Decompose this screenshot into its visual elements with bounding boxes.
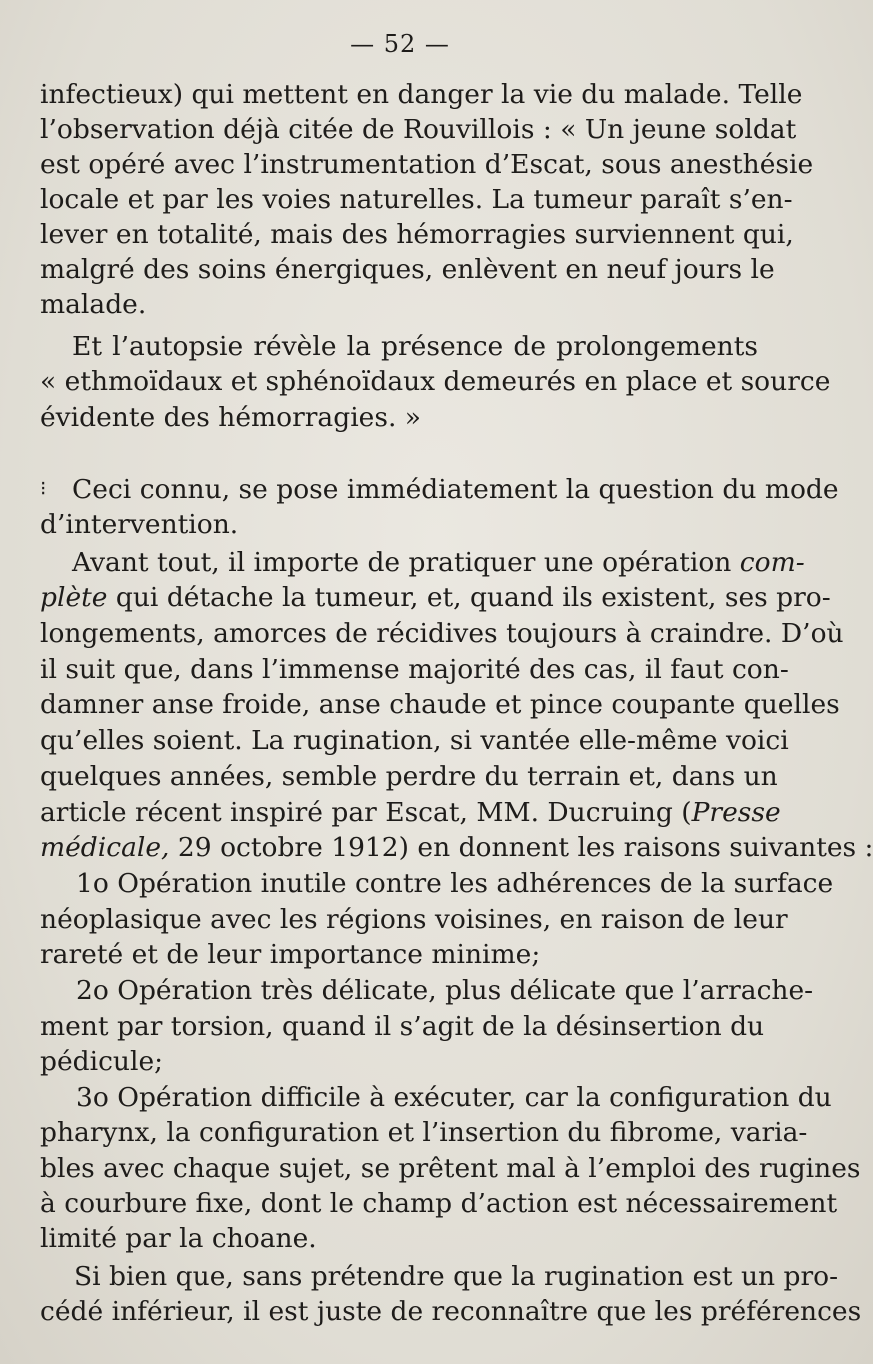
italic-word: com-	[739, 547, 805, 578]
text-line: cédé inférieur, il est juste de reconnaître que les préférences	[40, 1296, 862, 1327]
text-line: évidente des hémorragies. »	[40, 402, 422, 433]
text-line: 3o Opération difficile à exécuter, car la configuration du	[76, 1082, 832, 1113]
text-line: Avant tout, il importe de pratiquer une opération com-	[72, 547, 805, 578]
text-line: à courbure fixe, dont le champ d’action est nécessairement	[40, 1188, 838, 1219]
page-number: — 52 —	[350, 30, 450, 58]
italic-word: plète	[40, 582, 108, 613]
text-line: 2o Opération très délicate, plus délicate que l’arrache-	[76, 975, 814, 1006]
text-line: « ethmoïdaux et sphénoïdaux demeurés en place et source	[40, 366, 831, 397]
text-line: infectieux) qui mettent en danger la vie du malade. Telle	[40, 79, 803, 110]
text-line: il suit que, dans l’immense majorité des cas, il faut con-	[40, 654, 789, 685]
text-line: article récent inspiré par Escat, MM. Ducruing (Presse	[40, 797, 781, 828]
text-line: pédicule;	[40, 1046, 164, 1077]
text-line: est opéré avec l’instrumentation d’Escat, sous anesthésie	[40, 149, 814, 180]
text-line: d’intervention.	[40, 509, 239, 540]
text-line: malgré des soins énergiques, enlèvent en neuf jours le	[40, 254, 775, 285]
text-line: l’observation déjà citée de Rouvillois : « Un jeune soldat	[40, 114, 797, 145]
text-line: Si bien que, sans prétendre que la rugination est un pro-	[74, 1261, 839, 1292]
margin-mark: ⁝	[40, 476, 47, 500]
text-line: quelques années, semble perdre du terrain et, dans un	[40, 761, 778, 792]
text-line: locale et par les voies naturelles. La tumeur paraît s’en-	[40, 184, 793, 215]
text-line: lever en totalité, mais des hémorragies surviennent qui,	[40, 219, 794, 250]
text-line: longements, amorces de récidives toujours à craindre. D’où	[40, 618, 844, 649]
italic-word: médicale,	[40, 832, 170, 863]
text-line: Ceci connu, se pose immédiatement la question du mode	[72, 474, 839, 505]
text-line: pharynx, la configuration et l’insertion du fibrome, varia-	[40, 1117, 808, 1148]
text-line: médicale, 29 octobre 1912) en donnent les raisons suivantes :	[40, 832, 873, 863]
text-line: rareté et de leur importance minime;	[40, 939, 541, 970]
text-line: 1o Opération inutile contre les adhérences de la surface	[76, 868, 834, 899]
italic-word: Presse	[691, 797, 781, 828]
text-line: bles avec chaque sujet, se prêtent mal à l’emploi des rugines	[40, 1153, 861, 1184]
text-line: néoplasique avec les régions voisines, en raison de leur	[40, 904, 788, 935]
text-line: plète qui détache la tumeur, et, quand ils existent, ses pro-	[40, 582, 831, 613]
text-line: Et l’autopsie révèle la présence de prolongements	[72, 331, 758, 362]
text-line: limité par la choane.	[40, 1223, 317, 1254]
text-line: ment par torsion, quand il s’agit de la désinsertion du	[40, 1011, 765, 1042]
text-line: malade.	[40, 289, 147, 320]
text-line: damner anse froide, anse chaude et pince coupante quelles	[40, 689, 840, 720]
text-line: qu’elles soient. La rugination, si vantée elle-même voici	[40, 725, 789, 756]
